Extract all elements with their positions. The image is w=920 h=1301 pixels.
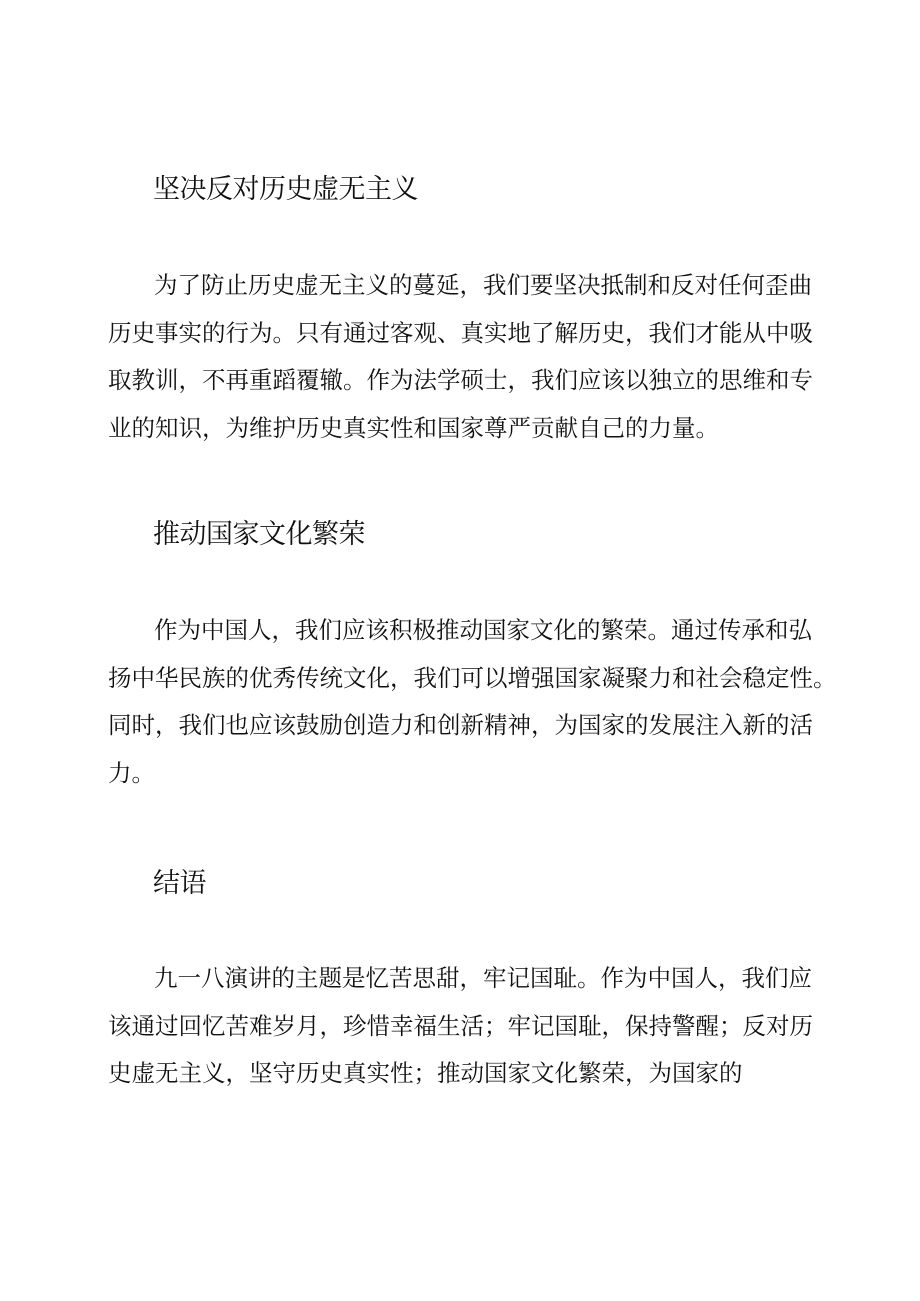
paragraph-line: 取教训，不再重蹈覆辙。作为法学硕士，我们应该以独立的思维和专 xyxy=(108,366,813,394)
paragraph-line: 为了防止历史虚无主义的蔓延，我们要坚决抵制和反对任何歪曲 xyxy=(154,271,812,299)
section-heading-conclusion: 结语 xyxy=(153,868,206,899)
paragraph-line: 同时，我们也应该鼓励创造力和创新精神，为国家的发展注入新的活 xyxy=(108,711,813,739)
paragraph-line: 力。 xyxy=(108,758,155,787)
paragraph-line: 作为中国人，我们应该积极推动国家文化的繁荣。通过传承和弘 xyxy=(154,616,812,644)
paragraph-line: 业的知识，为维护历史真实性和国家尊严贡献自己的力量。 xyxy=(108,413,719,442)
paragraph-line: 扬中华民族的优秀传统文化，我们可以增强国家凝聚力和社会稳定性。 xyxy=(108,663,837,692)
section-heading-culture: 推动国家文化繁荣 xyxy=(153,519,365,550)
section-heading-history-nihilism: 坚决反对历史虚无主义 xyxy=(153,174,418,205)
paragraph-line: 史虚无主义，坚守历史真实性；推动国家文化繁荣，为国家的 xyxy=(108,1059,743,1087)
paragraph-line: 九一八演讲的主题是忆苦思甜，牢记国耻。作为中国人，我们应 xyxy=(154,964,812,992)
section-paragraph-culture xyxy=(108,607,837,797)
section-paragraph-history-nihilism xyxy=(108,262,820,452)
paragraph-line: 该通过回忆苦难岁月，珍惜幸福生活；牢记国耻，保持警醒；反对历 xyxy=(108,1011,813,1040)
paragraph-line: 历史事实的行为。只有通过客观、真实地了解历史，我们才能从中吸 xyxy=(108,318,813,347)
section-paragraph-conclusion xyxy=(108,955,820,1098)
